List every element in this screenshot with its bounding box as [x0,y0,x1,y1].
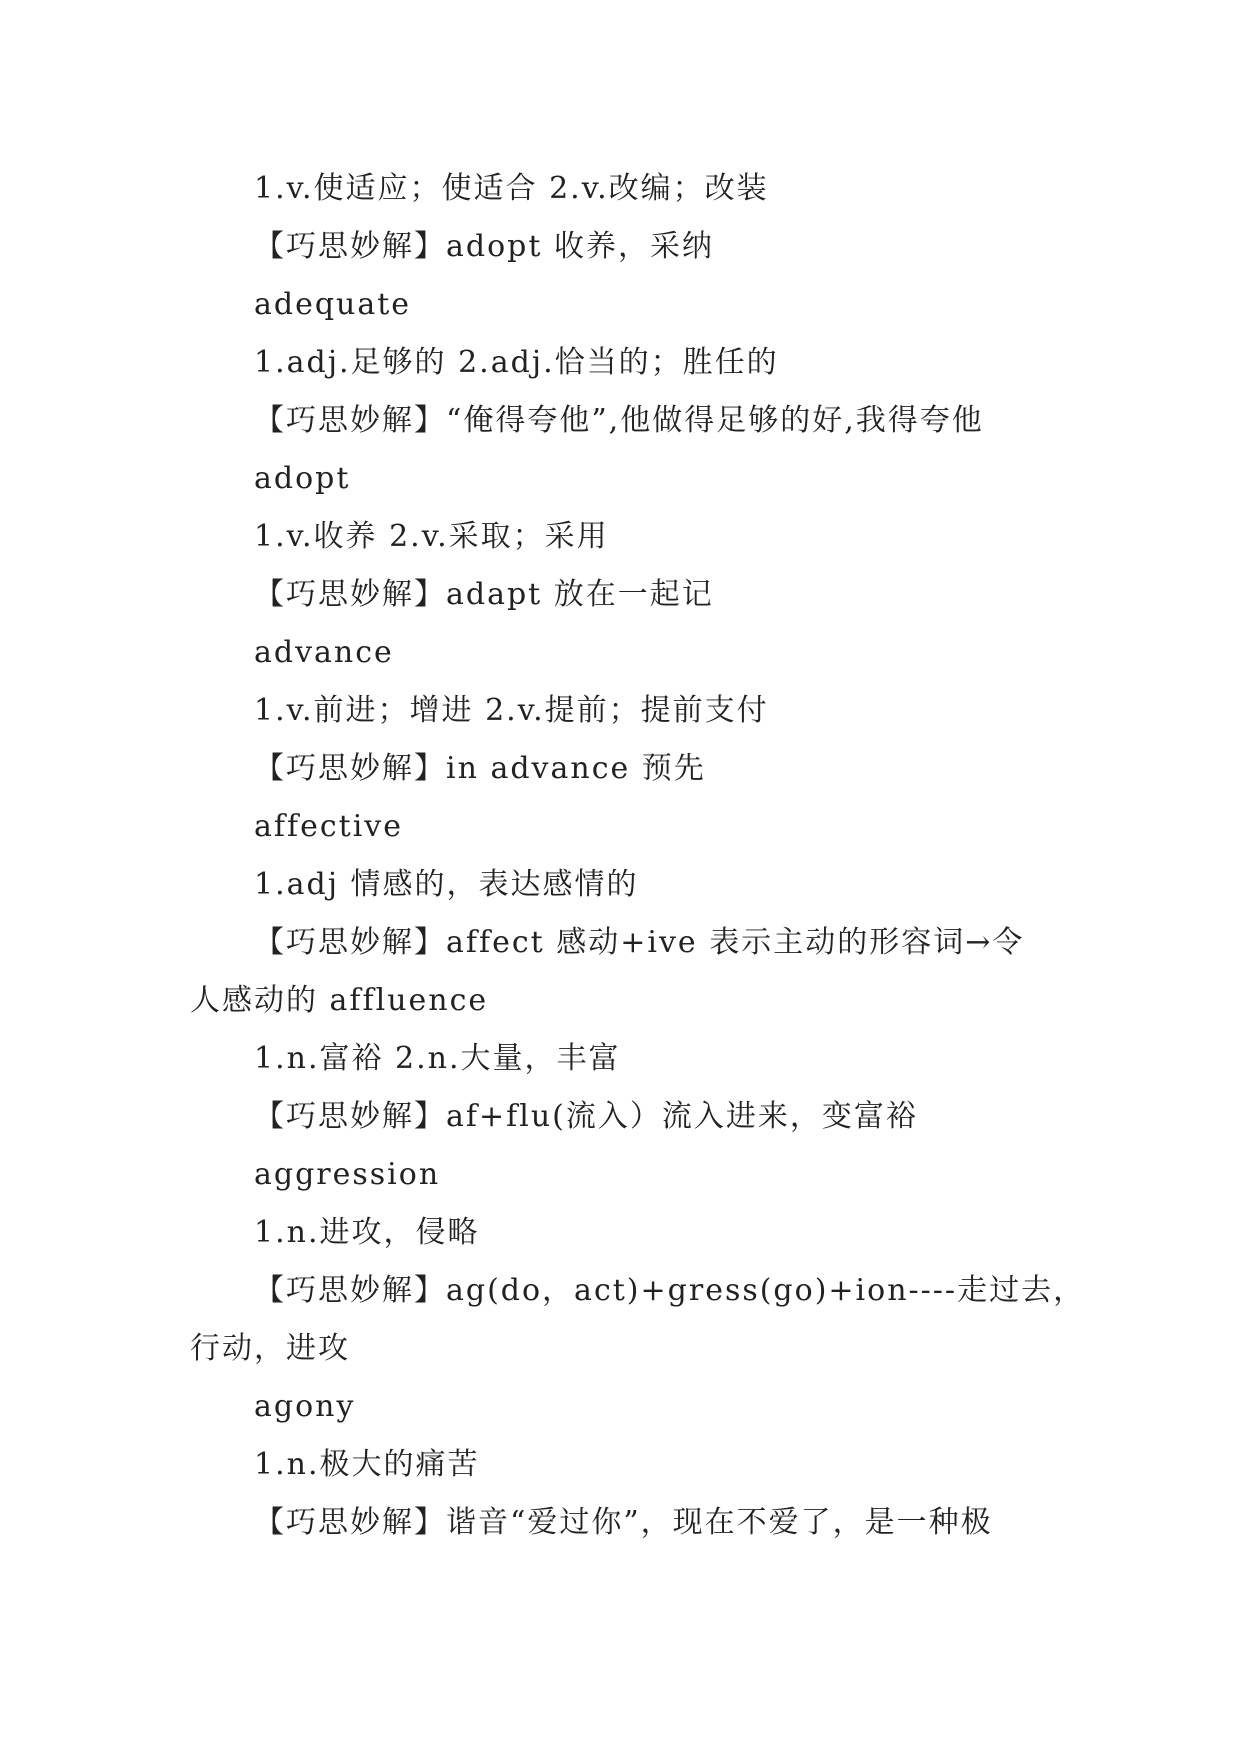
definition-line: 1.adj 情感的，表达感情的 [254,867,639,902]
headword-line: adopt [254,461,351,496]
definition-line: 1.v.使适应；使适合 2.v.改编；改装 [254,171,769,206]
mnemonic-line: 【巧思妙解】in advance 预先 [254,751,706,786]
mnemonic-line: 【巧思妙解】adapt 放在一起记 [254,577,714,612]
headword-line: affective [254,809,404,844]
headword-line: adequate [254,287,412,322]
definition-line: 1.n.进攻，侵略 [254,1215,480,1250]
mnemonic-line: 【巧思妙解】ag(do，act)+gress(go)+ion----走过去， [254,1273,1086,1308]
mnemonic-line: 【巧思妙解】“俺得夸他”,他做得足够的好,我得夸他 [254,403,984,438]
definition-line: 1.v.收养 2.v.采取；采用 [254,519,609,554]
mnemonic-continuation-line: 人感动的 affluence [190,983,489,1018]
mnemonic-line: 【巧思妙解】af+flu(流入）流入进来，变富裕 [254,1099,918,1134]
mnemonic-line: 【巧思妙解】affect 感动+ive 表示主动的形容词→令 [254,925,1025,960]
definition-line: 1.n.富裕 2.n.大量，丰富 [254,1041,621,1076]
mnemonic-line: 【巧思妙解】adopt 收养，采纳 [254,229,714,264]
mnemonic-continuation-line: 行动，进攻 [190,1331,350,1366]
headword-line: advance [254,635,394,670]
definition-line: 1.n.极大的痛苦 [254,1447,480,1482]
mnemonic-line: 【巧思妙解】谐音“爱过你”，现在不爱了，是一种极 [254,1505,993,1540]
definition-line: 1.adj.足够的 2.adj.恰当的；胜任的 [254,345,779,380]
headword-line: aggression [254,1157,441,1192]
headword-line: agony [254,1389,356,1424]
definition-line: 1.v.前进；增进 2.v.提前；提前支付 [254,693,769,728]
vocabulary-text [190,160,1086,1552]
